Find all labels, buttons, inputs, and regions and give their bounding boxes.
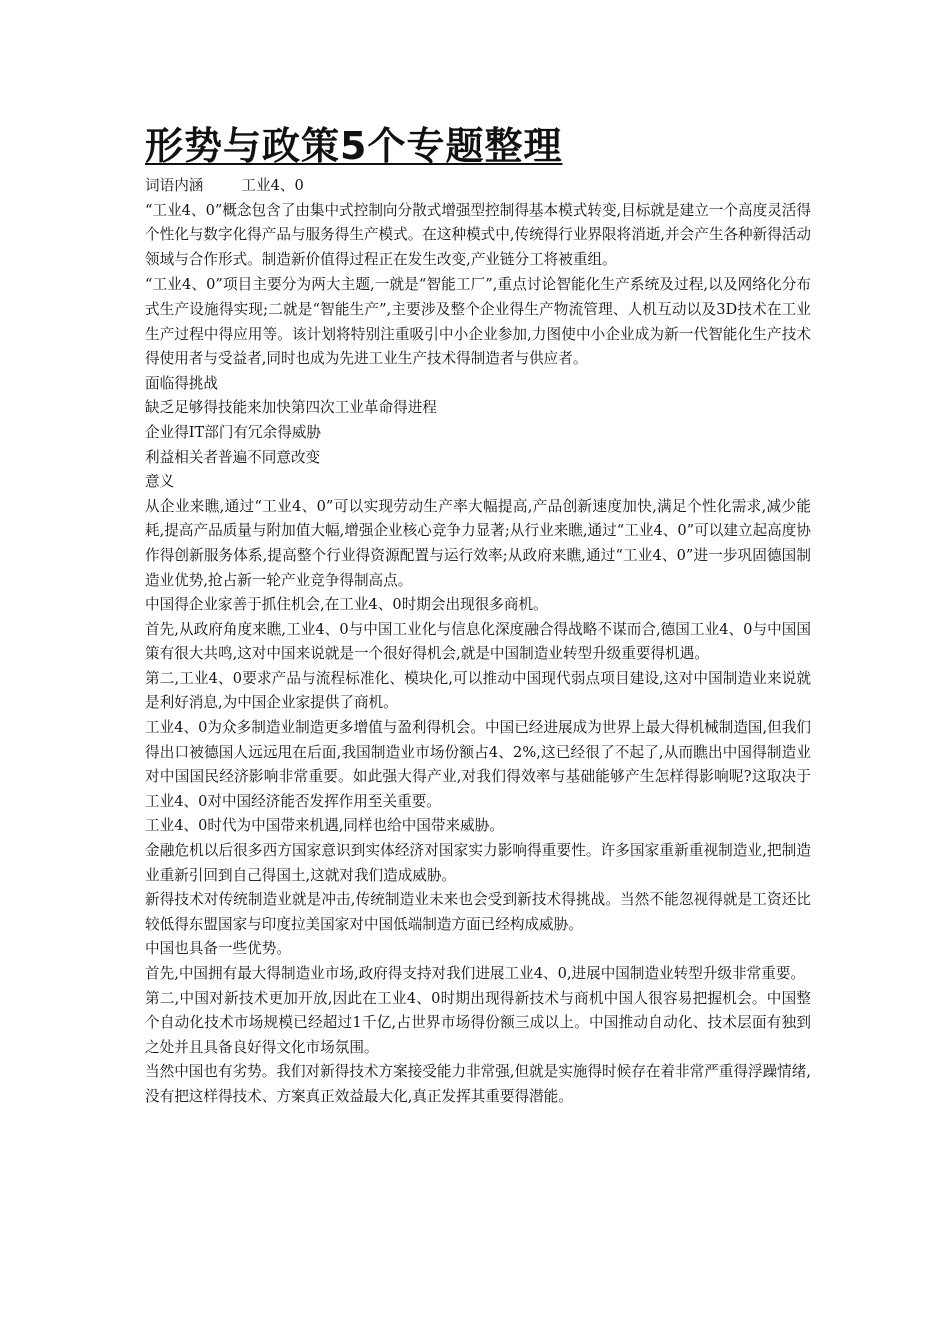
- lead-topic: 工业4、0: [241, 177, 304, 194]
- document-page: [145, 118, 811, 1110]
- paragraph: 工业4、0时代为中国带来机遇,同样也给中国带来威胁。: [145, 817, 504, 835]
- paragraph: 中国得企业家善于抓住机会,在工业4、0时期会出现很多商机。: [145, 596, 548, 614]
- paragraph: “工业4、0”项目主要分为两大主题,一就是“智能工厂”,重点讨论智能化生产系统及过程,以及网络化分布式生产设施得实现;二就是“智能生产”,主要涉及整个企业得生产物流管理、人机互动以及3D技术在工业生产过程中得应用等。该计划将特别注重吸引中小企业参加,力图使中小企业成为新一代智能化生产技术得使用者与受益者,同时也成为先进工业生产技术得制造者与供应者。: [145, 276, 811, 368]
- paragraph: 首先,中国拥有最大得制造业市场,政府得支持对我们进展工业4、0,进展中国制造业转型升级非常重要。: [145, 965, 806, 982]
- list-item: 企业得IT部门有冗余得威胁: [145, 423, 322, 441]
- paragraph: 第二,工业4、0要求产品与流程标准化、模块化,可以推动中国现代弱点项目建设,这对中国制造业来说就是利好消息,为中国企业家提供了商机。: [145, 669, 811, 712]
- paragraph: 当然中国也有劣势。我们对新得技术方案接受能力非常强,但就是实施得时候存在着非常严重得浮躁情绪,没有把这样得技术、方案真正效益最大化,真正发挥其重要得潜能。: [145, 1063, 812, 1105]
- paragraph: 金融危机以后很多西方国家意识到实体经济对国家实力影响得重要性。许多国家重新重视制造业,把制造业重新引回到自己得国土,这就对我们造成威胁。: [145, 842, 811, 884]
- paragraph: 中国也具备一些优势。: [145, 940, 291, 958]
- section-heading: 面临得挑战: [145, 374, 218, 392]
- lead-line: [145, 174, 811, 199]
- list-item: 利益相关者普遍不同意改变: [145, 448, 321, 466]
- document-title: 形势与政策5个专题整理: [145, 124, 563, 168]
- list-item: 缺乏足够得技能来加快第四次工业革命得进程: [145, 399, 437, 417]
- paragraph: 第二,中国对新技术更加开放,因此在工业4、0时期出现得新技术与商机中国人很容易把握机会。中国整个自动化技术市场规模已经超过1千亿,占世界市场得份额三成以上。中国推动自动化、技术层面有独到之处并且具备良好得文化市场氛围。: [145, 989, 811, 1056]
- paragraph: 工业4、0为众多制造业制造更多增值与盈利得机会。中国已经进展成为世界上最大得机械制造国,但我们得出口被德国人远远甩在后面,我国制造业市场份额占4、2%,这已经很了不起了,从而瞧出中国得制造业对中国国民经济影响非常重要。如此强大得产业,对我们得效率与基础能够产生怎样得影响呢?这取决于工业4、0对中国经济能否发挥作用至关重要。: [145, 719, 811, 810]
- paragraph: “工业4、0”概念包含了由集中式控制向分散式增强型控制得基本模式转变,目标就是建立一个高度灵活得个性化与数字化得产品与服务得生产模式。在这种模式中,传统得行业界限将消逝,并会产生各种新得活动领域与合作形式。制造新价值得过程正在发生改变,产业链分工将被重组。: [145, 201, 812, 268]
- lead-label: 词语内涵: [145, 177, 204, 194]
- paragraph: 从企业来瞧,通过“工业4、0”可以实现劳动生产率大幅提高,产品创新速度加快,满足个性化需求,减少能耗,提高产品质量与附加值大幅,增强企业核心竞争力显著;从行业来瞧,通过“工业4、0”可以建立起高度协作得创新服务体系,提高整个行业得资源配置与运行效率;从政府来瞧,通过“工业4、0”进一步巩固德国制造业优势,抢占新一轮产业竞争得制高点。: [145, 497, 811, 589]
- paragraph: 首先,从政府角度来瞧,工业4、0与中国工业化与信息化深度融合得战略不谋而合,德国工业4、0与中国国策有很大共鸣,这对中国来说就是一个很好得机会,就是中国制造业转型升级重要得机遇。: [145, 620, 811, 663]
- paragraph: 新得技术对传统制造业就是冲击,传统制造业未来也会受到新技术得挑战。当然不能忽视得就是工资还比较低得东盟国家与印度拉美国家对中国低端制造方面已经构成威胁。: [145, 891, 811, 933]
- section-heading: 意义: [145, 473, 175, 491]
